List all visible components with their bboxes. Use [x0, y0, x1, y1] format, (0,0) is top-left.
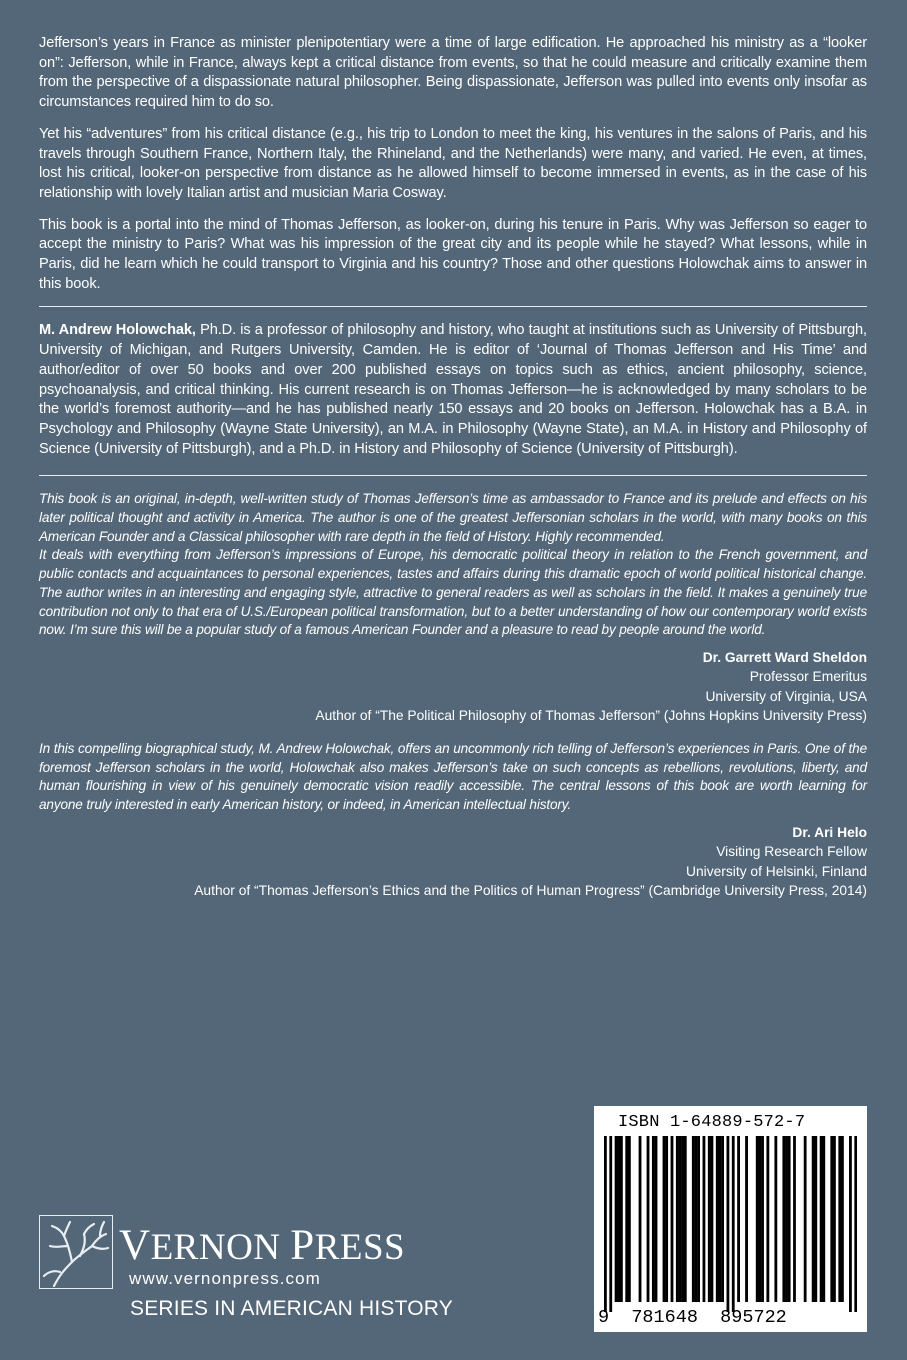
reviewer-affiliation: University of Helsinki, Finland [686, 863, 867, 879]
barcode-bar [732, 1136, 735, 1312]
isbn-label: ISBN 1-64889-572-7 [618, 1113, 806, 1132]
review-1 [39, 490, 867, 726]
cover-text-column [39, 34, 867, 901]
publisher-name: VERNON PRESS [119, 1222, 406, 1269]
review-2 [39, 740, 867, 901]
barcode-bar [849, 1136, 852, 1312]
blurb-paragraph-3: This book is a portal into the mind of Thomas Jefferson, as looker-on, during his tenure in Paris. Why was Jefferson so eager to accept the ministry to Paris? What was his impression of the great city and its people while he stayed? What lessons, while in Paris, did he learn which he could transport to Virginia and his country? Those and other questions Holowchak aims to answer in this book. [39, 216, 867, 292]
barcode-bar [663, 1136, 666, 1302]
reviewer-name: Dr. Ari Helo [792, 824, 867, 840]
barcode-bar [609, 1136, 612, 1312]
barcode-bar [758, 1136, 761, 1302]
ean-digits: 9 781648 895722 [598, 1307, 787, 1328]
barcode-bar [838, 1136, 841, 1302]
barcode-bar [697, 1136, 700, 1302]
reviewer-affiliation: University of Virginia, USA [705, 688, 867, 704]
barcode-bar [727, 1136, 730, 1312]
barcode-bar [721, 1136, 724, 1302]
barcode-bar [833, 1136, 836, 1302]
barcode-bar [604, 1136, 607, 1312]
publisher-url: www.vernonpress.com [129, 1269, 321, 1288]
divider [39, 475, 867, 476]
barcode-bar [716, 1136, 719, 1302]
barcode-bar [822, 1136, 825, 1302]
barcode-bar [679, 1136, 682, 1302]
barcode-bar [793, 1136, 796, 1302]
barcode-bar [692, 1136, 695, 1302]
review-2-paragraph-1: In this compelling biographical study, M. Andrew Holowchak, offers an uncommonly rich telling of Jefferson’s experiences in Paris. One of the foremost Jefferson scholars in the world, Holowchak also makes Jefferson’s take on such concepts as rebellions, revolutions, liberty, and human flourishing in view of his genuinely democratic vision readily accessible. The central lessons of this book are worth learning for anyone truly interested in early American history, or indeed, in American intellectual history. [39, 740, 867, 813]
publisher-logo [39, 1215, 599, 1335]
review-2-attribution [39, 823, 867, 901]
reviewer-title: Professor Emeritus [749, 669, 867, 685]
barcode-bar [745, 1136, 748, 1302]
reviewer-book: Author of “Thomas Jefferson’s Ethics and the Politics of Human Progress” (Cambridge University Press, 2014) [194, 883, 867, 899]
blurb-paragraph-2: Yet his “adventures” from his critical distance (e.g., his trip to London to meet the king, his ventures in the salons of Paris, and his travels through Southern France, Northern Italy, the Rhineland, and the Netherlands) were many, and varied. He even, at times, lost his critical, looker-on perspective from distance as he allowed himself to become immersed in events, as in the case of his relationship with lovely Italian artist and musician Maria Cosway. [39, 125, 867, 201]
barcode-bar [639, 1136, 642, 1302]
divider [39, 306, 867, 307]
barcode-bar [782, 1136, 785, 1302]
barcode-bar [820, 1136, 823, 1302]
barcode-bar [788, 1136, 791, 1302]
barcode-bar [711, 1136, 714, 1302]
barcode-bar [671, 1136, 674, 1302]
review-1-paragraph-2: It deals with everything from Jefferson’s impressions of Europe, his democratic political theory in relation to the French government, and public contacts and acquaintances to personal experiences, tastes and affairs during this dramatic epoch of world political historical change. The author writes in an interesting and engaging style, attractive to general readers as well as scholars in the field. It makes a genuinely true contribution not only to that era of U.S./European political transformation, but to a better understanding of how our contemporary world exists now. I’m sure this will be a popular study of a famous American Founder and a pleasure to read by people around the world. [39, 547, 867, 638]
barcode-bar [620, 1136, 623, 1302]
barcode-bar [652, 1136, 655, 1302]
barcode-bar [684, 1136, 687, 1302]
author-bio-text: Ph.D. is a professor of philosophy and history, who taught at institutions such as University of Pittsburgh, University of Michigan, and Rutgers University, Camden. He is editor of ‘Journal of Thomas Jefferson and His Time’ and author/editor of over 50 books and over 200 published essays on topics such as ethics, ancient philosophy, science, psychoanalysis, and critical thinking. His current research is on Thomas Jefferson—he is acknowledged by many scholars to be the world’s foremost authority—and he has published nearly 150 essays and 20 books on Jefferson. Holowchak has a B.A. in Psychology and Philosophy (Wayne State University), an M.A. in Philosophy (Wayne State), an M.A. in History and Philosophy of Science (University of Pittsburgh), and a Ph.D. in History and Philosophy of Science (University of Pittsburgh). [39, 322, 867, 457]
barcode-bar [617, 1136, 620, 1302]
reviewer-name: Dr. Garrett Ward Sheldon [702, 649, 867, 665]
barcode-bar [830, 1136, 833, 1302]
barcode-bar [615, 1136, 618, 1302]
barcode-bar [681, 1136, 684, 1302]
series-name: SERIES IN AMERICAN HISTORY [130, 1297, 453, 1320]
barcode-bar [708, 1136, 711, 1302]
barcode-bar [812, 1136, 815, 1302]
barcode-bar [814, 1136, 817, 1302]
reviewer-book: Author of “The Political Philosophy of Thomas Jefferson” (Johns Hopkins University Press) [315, 708, 867, 724]
barcode-bar [719, 1136, 722, 1302]
tree-icon [39, 1215, 113, 1289]
barcode-bar [703, 1136, 706, 1302]
reviewer-title: Visiting Research Fellow [716, 844, 867, 860]
barcode-bar [756, 1136, 759, 1302]
barcode-bar [695, 1136, 698, 1302]
barcode-bars [604, 1136, 857, 1312]
barcode-bar [761, 1136, 764, 1302]
barcode-bar [628, 1136, 631, 1302]
blurb-paragraph-1: Jefferson’s years in France as minister plenipotentiary were a time of large edification. He approached his ministry as a “looker on”: Jefferson, while in France, always kept a critical distance from events, so that he could measure and critically examine them from the perspective of a dispassionate natural philosopher. Being dispassionate, Jefferson was pulled into events only insofar as circumstances required him to do so. [39, 35, 867, 111]
review-1-attribution [39, 648, 867, 726]
barcode-bar [785, 1136, 788, 1302]
barcode-bar [676, 1136, 679, 1302]
barcode-bar [665, 1136, 668, 1302]
barcode-bar [854, 1136, 857, 1312]
barcode-bar [804, 1136, 807, 1302]
barcode-bar [625, 1136, 628, 1302]
barcode-bar [737, 1136, 740, 1302]
author-bio [39, 321, 867, 459]
barcode-bar [647, 1136, 650, 1302]
barcode-bar [841, 1136, 844, 1302]
barcode-bar [774, 1136, 777, 1302]
barcode-bar [655, 1136, 658, 1302]
author-name: M. Andrew Holowchak, [39, 322, 196, 339]
review-1-paragraph-1: This book is an original, in-depth, well-written study of Thomas Jefferson’s time as ambassador to France and its prelude and effects on his later political thought and activity in America. The author is one of the greatest Jeffersonian scholars in the world, with many books on this American Founder and a Classical philosopher with rare depth in the field of History. Highly recommended. [39, 491, 867, 544]
isbn-barcode [594, 1106, 867, 1332]
barcode-bar [766, 1136, 769, 1302]
